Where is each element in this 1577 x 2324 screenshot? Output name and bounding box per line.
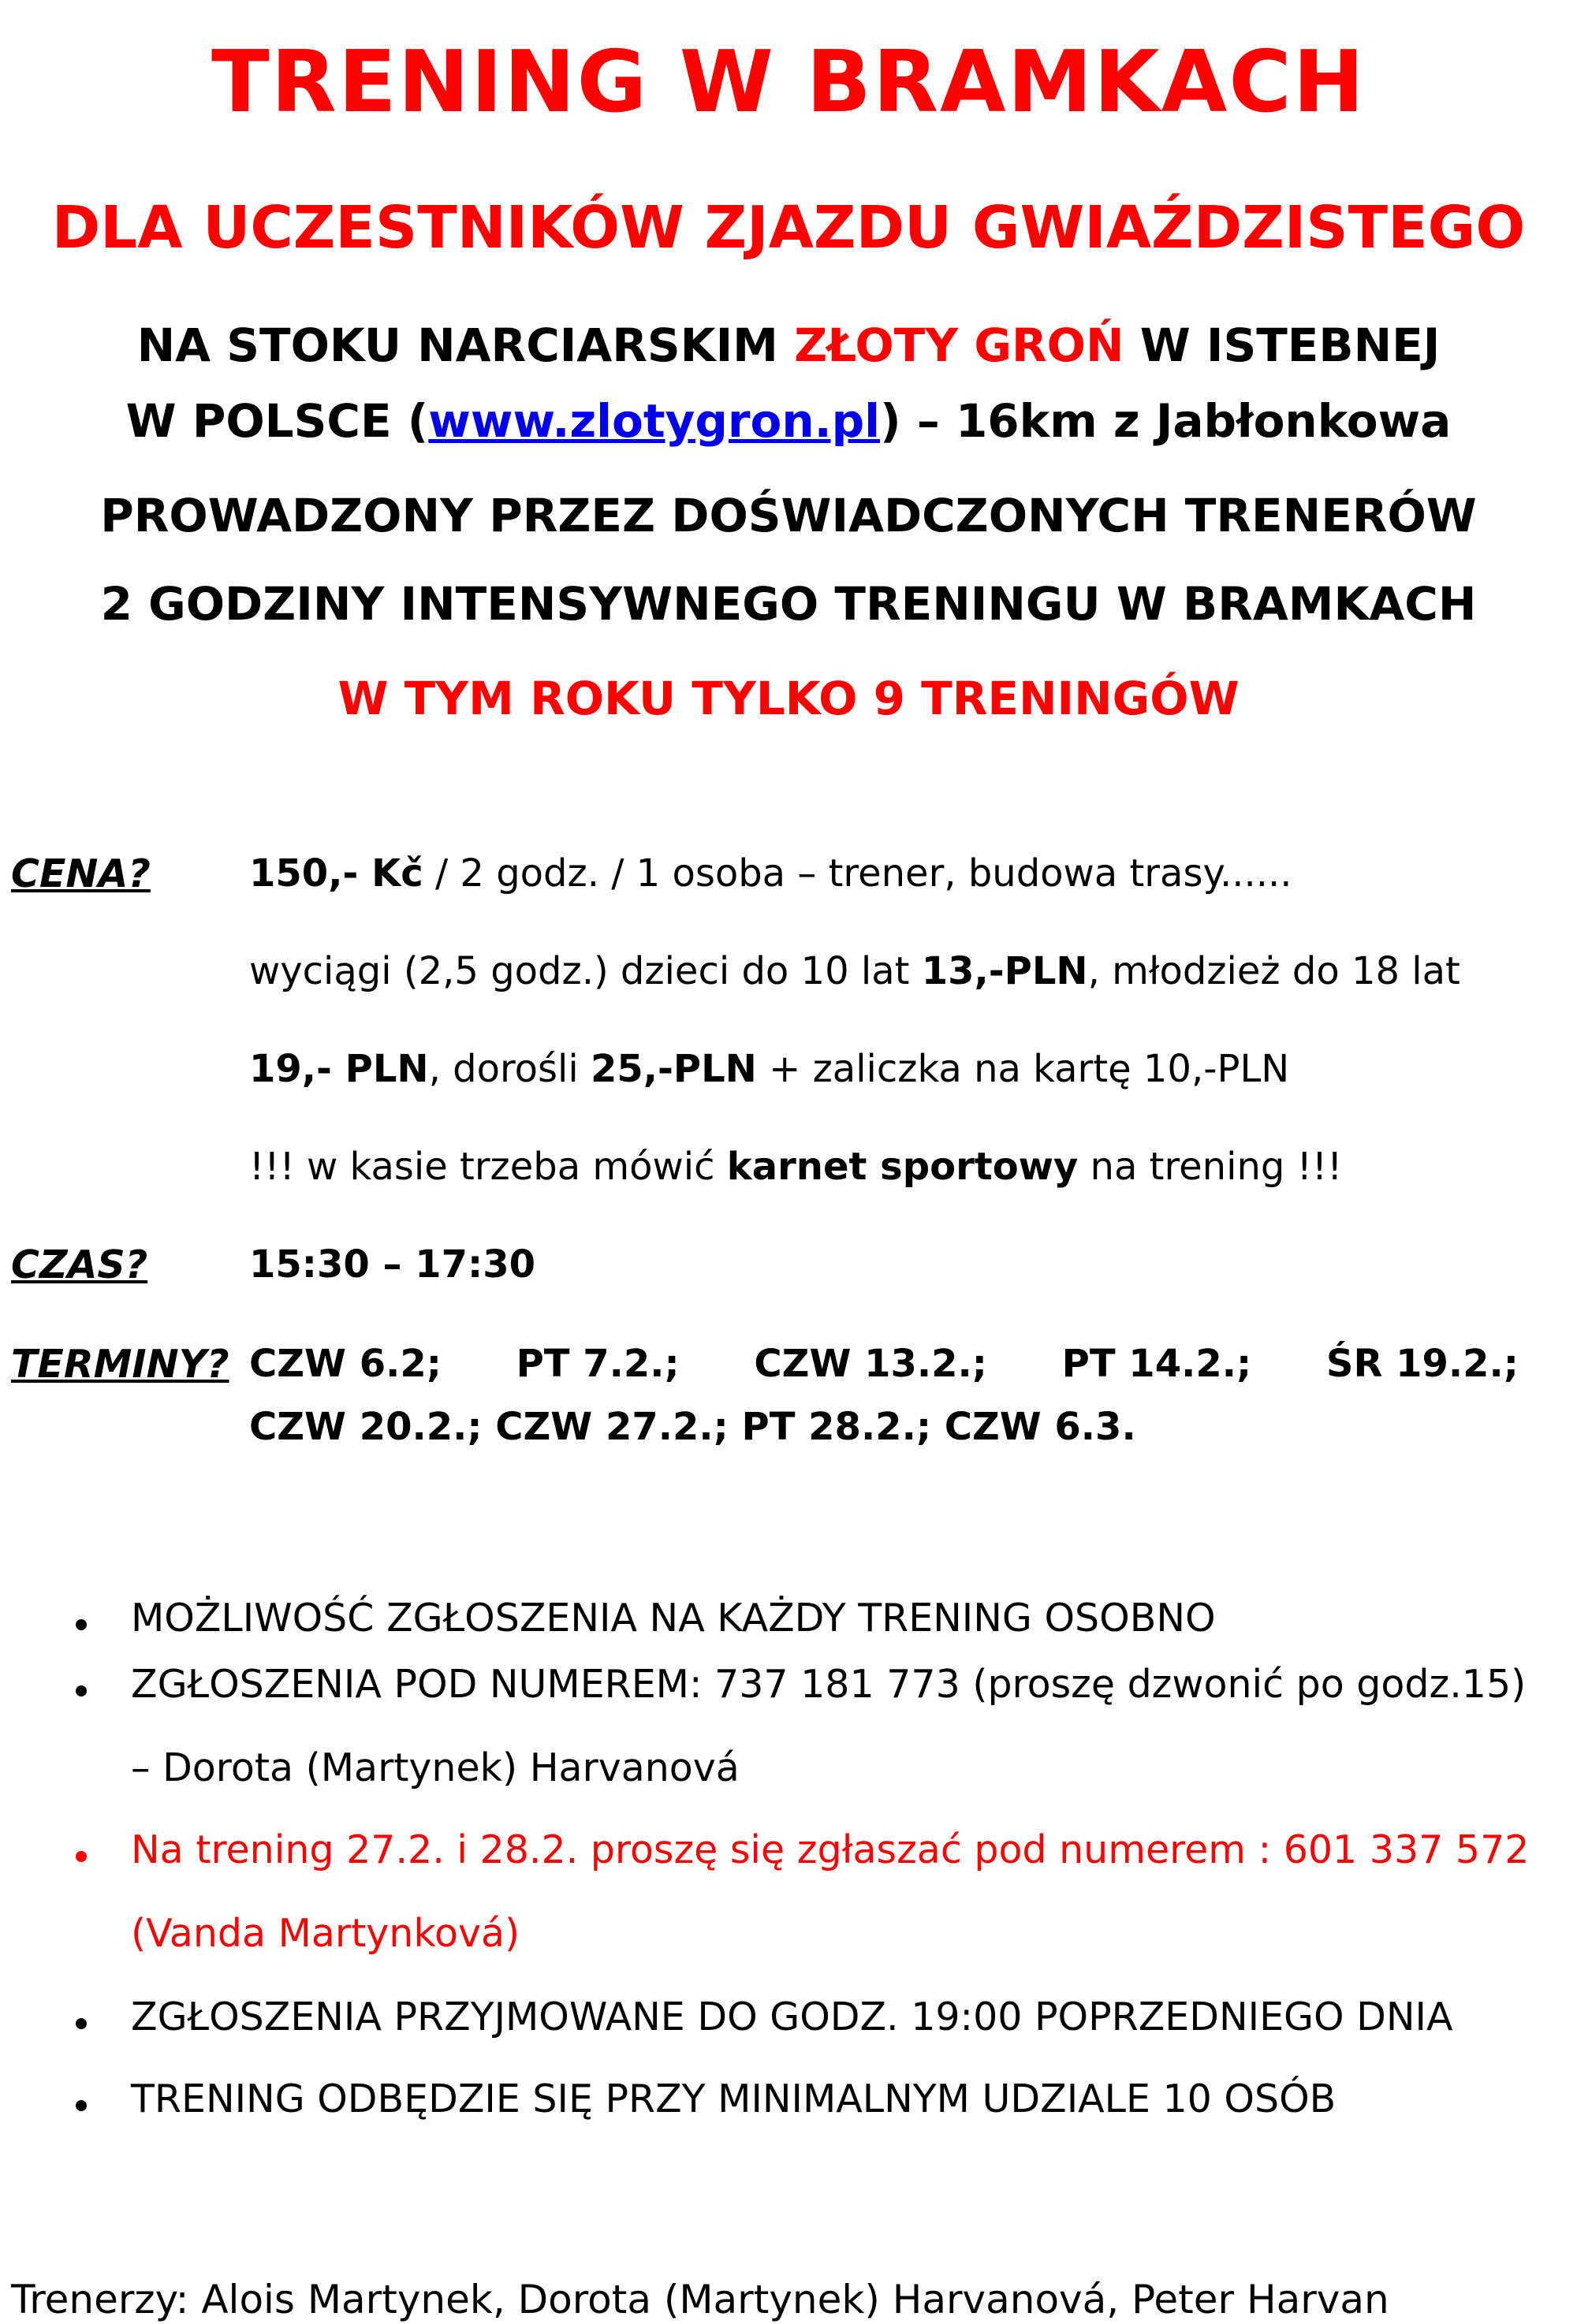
- bullet-icon: [76, 2018, 87, 2029]
- resort-website-link[interactable]: www.zlotygron.pl: [428, 394, 881, 448]
- list-item-text: TRENING ODBĘDZIE SIĘ PRZY MINIMALNYM UDZIALE 10 OSÓB: [131, 2076, 1337, 2121]
- price-line-2: [249, 949, 1460, 993]
- trainers-line: Trenerzy: Alois Martynek, Dorota (Martynek) Harvanová, Peter Harvan: [11, 2277, 1389, 2322]
- page-title: TRENING W BRAMKACH: [211, 33, 1366, 132]
- price-label: CENA?: [11, 851, 151, 896]
- price-line-1: [249, 851, 1292, 896]
- youth-text: , młodzież do 18 lat: [1087, 949, 1460, 993]
- time-value: 15:30 – 17:30: [249, 1242, 535, 1287]
- bullet-icon: [76, 1851, 87, 1862]
- price-details: / 2 godz. / 1 osoba – trener, budowa trasy......: [423, 851, 1292, 896]
- resort-name: ZŁOTY GROŃ: [794, 318, 1124, 372]
- list-item-text: ZGŁOSZENIA POD NUMEREM: 737 181 773 (proszę dzwonić po godz.15): [131, 1662, 1527, 1707]
- list-item-text: ZGŁOSZENIA PRZYJMOWANE DO GODZ. 19:00 POPRZEDNIEGO DNIA: [131, 1994, 1453, 2039]
- list-item-text: Na trening 27.2. i 28.2. proszę się zgłaszać pod numerem : 601 337 572: [131, 1827, 1530, 1872]
- price-line-3: [249, 1047, 1289, 1091]
- date-item: CZW 6.2;: [249, 1342, 442, 1386]
- bullet-icon: [76, 2100, 87, 2111]
- date-item: PT 14.2.;: [1061, 1342, 1252, 1386]
- adult-price: 25,-PLN: [590, 1047, 757, 1091]
- contact-person-2: (Vanda Martynková): [131, 1911, 520, 1956]
- country-suffix: ) – 16km z Jabłonkowa: [880, 394, 1452, 448]
- adults-text: , dorośli: [428, 1047, 591, 1091]
- bullet-icon: [76, 1685, 87, 1696]
- price-value: 150,- Kč: [249, 851, 423, 896]
- deposit-text: + zaliczka na kartę 10,-PLN: [756, 1047, 1290, 1091]
- page-subtitle: DLA UCZESTNIKÓW ZJAZDU GWIAŹDZISTEGO: [51, 194, 1526, 262]
- time-label: CZAS?: [11, 1242, 148, 1287]
- youth-price: 19,- PLN: [249, 1047, 429, 1091]
- duration-line: 2 GODZINY INTENSYWNEGO TRENINGU W BRAMKACH: [100, 577, 1477, 631]
- location-prefix: NA STOKU NARCIARSKIM: [136, 318, 795, 372]
- location-line: [0, 318, 1577, 372]
- date-item: PT 7.2.;: [516, 1342, 680, 1386]
- lift-price-text: wyciągi (2,5 godz.) dzieci do 10 lat: [249, 949, 922, 993]
- ticket-note-prefix: !!! w kasie trzeba mówić: [249, 1145, 727, 1189]
- date-item: ŚR 19.2.;: [1325, 1342, 1519, 1386]
- list-item-text: MOŻLIWOŚĆ ZGŁOSZENIA NA KAŻDY TRENING OSOBNO: [131, 1596, 1216, 1641]
- location-suffix: W ISTEBNEJ: [1124, 318, 1441, 372]
- contact-person: – Dorota (Martynek) Harvanová: [131, 1745, 740, 1790]
- coaches-line: PROWADZONY PRZEZ DOŚWIADCZONYCH TRENERÓW: [100, 489, 1477, 542]
- sessions-count-line: W TYM ROKU TYLKO 9 TRENINGÓW: [337, 672, 1240, 725]
- dates-label: TERMINY?: [11, 1342, 229, 1387]
- ticket-type: karnet sportowy: [726, 1145, 1079, 1189]
- date-item: CZW 13.2.;: [754, 1342, 987, 1386]
- bullet-icon: [76, 1619, 87, 1630]
- dates-line-1: [249, 1342, 1519, 1386]
- price-line-4: [249, 1145, 1342, 1189]
- ticket-note-suffix: na trening !!!: [1078, 1145, 1343, 1189]
- country-prefix: W POLSCE (: [125, 394, 429, 448]
- kids-price: 13,-PLN: [921, 949, 1088, 993]
- dates-line-2: CZW 20.2.; CZW 27.2.; PT 28.2.; CZW 6.3.: [249, 1405, 1136, 1449]
- country-line: [0, 394, 1577, 448]
